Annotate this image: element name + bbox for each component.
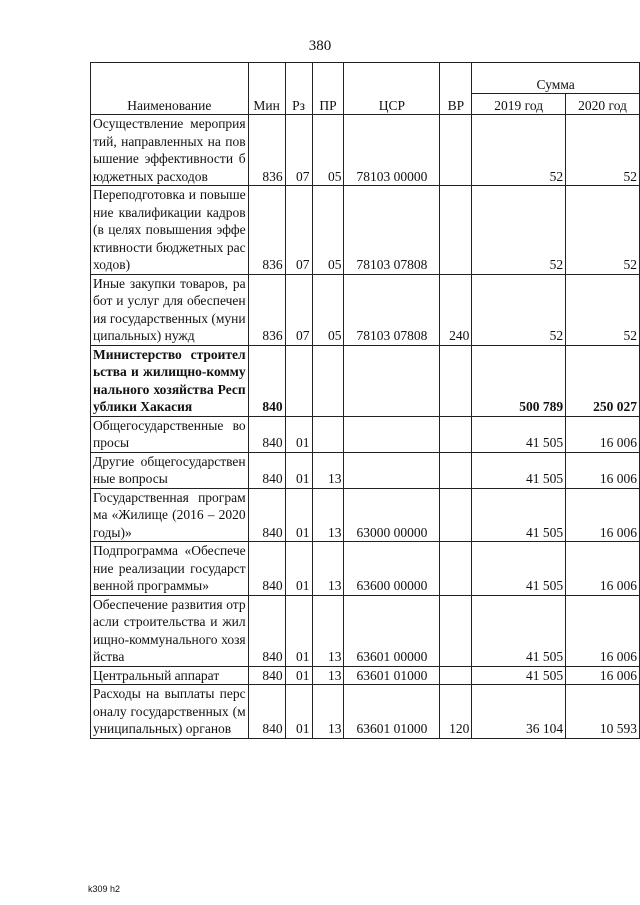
row-rz: 07	[285, 186, 312, 275]
row-csr	[344, 452, 440, 488]
row-csr: 78103 07808	[344, 274, 440, 345]
row-min: 840	[248, 542, 285, 596]
row-min: 836	[248, 274, 285, 345]
row-name: Государственная программа «Жилище (2016 – 2020 годы)»	[91, 488, 249, 542]
col-header-sum: Сумма	[472, 63, 640, 94]
row-csr: 63600 00000	[344, 542, 440, 596]
row-vr	[440, 666, 472, 685]
row-csr: 63000 00000	[344, 488, 440, 542]
row-pr: 13	[312, 542, 344, 596]
col-header-csr: ЦСР	[344, 63, 440, 115]
row-rz: 01	[285, 595, 312, 666]
row-sum-2019: 41 505	[472, 542, 566, 596]
row-rz: 01	[285, 542, 312, 596]
col-header-year-2020: 2020 год	[566, 94, 640, 115]
row-sum-2019: 41 505	[472, 488, 566, 542]
row-name: Общегосударственные вопросы	[91, 416, 249, 452]
row-vr	[440, 542, 472, 596]
row-name: Министерство строительства и жилищно-коммунального хозяйства Республики Хакасия	[91, 345, 249, 416]
table-row	[91, 345, 640, 416]
row-min: 840	[248, 452, 285, 488]
row-sum-2020: 52	[566, 274, 640, 345]
footer-code: k309 h2	[88, 884, 121, 894]
table-row	[91, 452, 640, 488]
table-row	[91, 666, 640, 685]
row-csr: 63601 01000	[344, 685, 440, 739]
row-vr: 120	[440, 685, 472, 739]
row-vr	[440, 452, 472, 488]
row-vr	[440, 115, 472, 186]
row-name: Обеспечение развития отрасли строительства и жилищно-коммунального хозяйства	[91, 595, 249, 666]
table-row	[91, 595, 640, 666]
row-csr: 78103 07808	[344, 186, 440, 275]
col-header-year-2019: 2019 год	[472, 94, 566, 115]
row-min: 840	[248, 595, 285, 666]
row-csr: 63601 00000	[344, 595, 440, 666]
row-sum-2019: 52	[472, 115, 566, 186]
row-min: 840	[248, 488, 285, 542]
col-header-pr: ПР	[312, 63, 344, 115]
row-csr: 78103 00000	[344, 115, 440, 186]
row-sum-2019: 52	[472, 274, 566, 345]
row-sum-2020: 16 006	[566, 488, 640, 542]
row-csr: 63601 01000	[344, 666, 440, 685]
row-pr: 05	[312, 274, 344, 345]
row-csr	[344, 345, 440, 416]
row-pr: 13	[312, 452, 344, 488]
row-min: 840	[248, 685, 285, 739]
row-pr	[312, 416, 344, 452]
row-sum-2020: 10 593	[566, 685, 640, 739]
row-pr: 13	[312, 685, 344, 739]
row-pr: 05	[312, 115, 344, 186]
row-vr	[440, 186, 472, 275]
row-sum-2019: 41 505	[472, 595, 566, 666]
row-rz: 01	[285, 666, 312, 685]
row-name: Центральный аппарат	[91, 666, 249, 685]
col-header-name: Наименование	[91, 63, 249, 115]
budget-table	[90, 62, 640, 739]
row-sum-2020: 250 027	[566, 345, 640, 416]
row-pr: 13	[312, 595, 344, 666]
row-sum-2020: 16 006	[566, 542, 640, 596]
col-header-vr: ВР	[440, 63, 472, 115]
row-rz: 01	[285, 416, 312, 452]
row-name: Другие общегосударственные вопросы	[91, 452, 249, 488]
row-rz: 07	[285, 115, 312, 186]
page-number: 380	[308, 38, 332, 54]
row-rz: 07	[285, 274, 312, 345]
row-pr	[312, 345, 344, 416]
row-name: Расходы на выплаты персоналу государственных (муниципальных) органов	[91, 685, 249, 739]
row-min: 840	[248, 416, 285, 452]
table-row	[91, 685, 640, 739]
row-sum-2020: 52	[566, 186, 640, 275]
row-rz: 01	[285, 488, 312, 542]
row-min: 836	[248, 115, 285, 186]
row-name: Иные закупки товаров, работ и услуг для обеспечения государственных (муниципальных) нужд	[91, 274, 249, 345]
row-name: Подпрограмма «Обеспечение реализации государственной программы»	[91, 542, 249, 596]
row-csr	[344, 416, 440, 452]
row-sum-2020: 52	[566, 115, 640, 186]
table-row	[91, 274, 640, 345]
row-vr	[440, 488, 472, 542]
row-rz: 01	[285, 452, 312, 488]
table-row	[91, 416, 640, 452]
row-sum-2019: 41 505	[472, 452, 566, 488]
row-sum-2020: 16 006	[566, 666, 640, 685]
row-pr: 13	[312, 666, 344, 685]
row-vr	[440, 595, 472, 666]
row-sum-2020: 16 006	[566, 416, 640, 452]
table-row	[91, 488, 640, 542]
row-vr	[440, 345, 472, 416]
row-sum-2019: 41 505	[472, 416, 566, 452]
row-sum-2019: 36 104	[472, 685, 566, 739]
row-sum-2019: 500 789	[472, 345, 566, 416]
row-min: 836	[248, 186, 285, 275]
row-rz	[285, 345, 312, 416]
row-min: 840	[248, 666, 285, 685]
table-row	[91, 115, 640, 186]
row-name: Осуществление мероприятий, направленных на повышение эффективности бюджетных расходов	[91, 115, 249, 186]
row-sum-2020: 16 006	[566, 595, 640, 666]
table-row	[91, 542, 640, 596]
row-vr: 240	[440, 274, 472, 345]
row-name: Переподготовка и повышение квалификации кадров (в целях повышения эффективности бюджетных расходов)	[91, 186, 249, 275]
row-sum-2019: 52	[472, 186, 566, 275]
row-pr: 13	[312, 488, 344, 542]
row-sum-2019: 41 505	[472, 666, 566, 685]
row-sum-2020: 16 006	[566, 452, 640, 488]
col-header-rz: Рз	[285, 63, 312, 115]
col-header-min: Мин	[248, 63, 285, 115]
row-pr: 05	[312, 186, 344, 275]
row-vr	[440, 416, 472, 452]
table-row	[91, 186, 640, 275]
row-rz: 01	[285, 685, 312, 739]
row-min: 840	[248, 345, 285, 416]
table-body	[91, 115, 640, 739]
